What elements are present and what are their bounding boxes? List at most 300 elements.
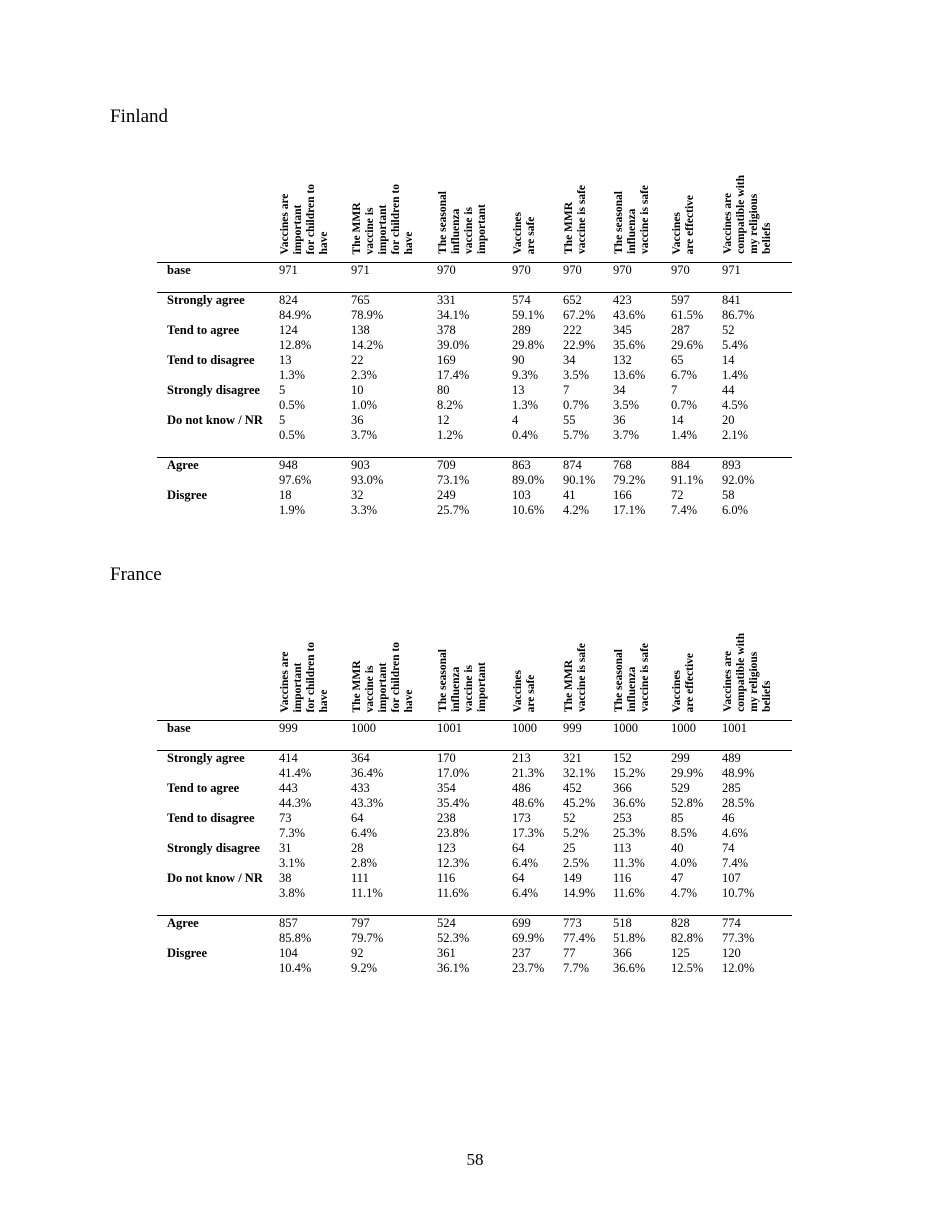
column-header	[722, 148, 792, 263]
table-cell: 138	[351, 323, 370, 337]
table-cell: 3.1%	[279, 856, 306, 870]
table-cell: 69.9%	[512, 931, 545, 945]
table-cell: 6.4%	[512, 886, 539, 900]
table-cell: 14.2%	[351, 338, 384, 352]
table-cell: 124	[279, 323, 298, 337]
column-header-label: The MMR vaccine is important for children to have	[351, 183, 415, 254]
row-label-agree: Agree	[157, 458, 279, 474]
column-header	[722, 606, 792, 721]
table-cell: 11.6%	[437, 886, 469, 900]
table-cell: 25	[563, 841, 576, 855]
table-cell: 364	[351, 751, 437, 767]
table-cell: 79.7%	[351, 931, 384, 945]
table-cell: 12.3%	[437, 856, 470, 870]
column-header	[512, 606, 563, 721]
table-cell: 86.7%	[722, 308, 755, 322]
column-header-label: Vaccines are effective	[671, 194, 696, 254]
row-label-empty	[157, 826, 279, 841]
table-row	[157, 841, 792, 856]
table-cell: 116	[437, 871, 456, 885]
table-cell: 5.4%	[722, 338, 749, 352]
table-cell: 29.8%	[512, 338, 545, 352]
table-cell: 3.5%	[613, 398, 640, 412]
table-row	[157, 263, 792, 279]
table-row	[157, 916, 792, 932]
table-cell: 524	[437, 916, 512, 932]
row-label-strongly-disagree: Strongly disagree	[167, 383, 260, 397]
table-cell: 14	[722, 353, 735, 367]
table-cell: 7.3%	[279, 826, 306, 840]
table-cell: 120	[722, 946, 741, 960]
column-header	[351, 148, 437, 263]
country-title-france: France	[110, 564, 162, 585]
table-cell: 4.0%	[671, 856, 698, 870]
table-cell: 4.7%	[671, 886, 698, 900]
table-cell: 25.3%	[613, 826, 646, 840]
table-cell: 59.1%	[512, 308, 545, 322]
table-cell: 44.3%	[279, 796, 312, 810]
table-cell: 7.4%	[722, 856, 749, 870]
column-header	[512, 148, 563, 263]
table-cell: 7	[671, 383, 678, 397]
table-cell: 874	[563, 458, 613, 474]
table-cell: 768	[613, 458, 671, 474]
country-title-finland: Finland	[110, 106, 169, 127]
table-cell: 948	[279, 458, 351, 474]
table-cell: 48.6%	[512, 796, 545, 810]
survey-table-france	[157, 606, 792, 976]
table-cell: 238	[437, 811, 456, 825]
table-cell: 36.1%	[437, 961, 470, 975]
table-row	[157, 428, 792, 443]
table-cell: 452	[563, 781, 582, 795]
column-header-label: The seasonal influenza vaccine is safe	[613, 643, 651, 712]
table-cell: 35.4%	[437, 796, 470, 810]
table-row	[157, 368, 792, 383]
row-label-base: base	[157, 263, 279, 279]
table-cell: 13	[512, 383, 525, 397]
table-row	[157, 398, 792, 413]
table-cell: 10.6%	[512, 503, 545, 517]
table-cell: 1001	[722, 721, 792, 737]
table-cell: 1.3%	[512, 398, 539, 412]
row-label-base: base	[157, 721, 279, 737]
table-cell: 1000	[613, 721, 671, 737]
table-row	[157, 488, 792, 503]
table-row	[157, 886, 792, 901]
table-cell: 0.7%	[563, 398, 590, 412]
table-cell: 0.7%	[671, 398, 698, 412]
table-cell: 6.0%	[722, 503, 749, 517]
table-cell: 331	[437, 293, 512, 309]
table-row	[157, 293, 792, 309]
column-header-label: Vaccines are safe	[512, 211, 537, 254]
table-cell: 366	[613, 781, 632, 795]
column-header	[279, 606, 351, 721]
table-cell: 971	[279, 263, 351, 279]
table-cell: 709	[437, 458, 512, 474]
table-cell: 23.8%	[437, 826, 470, 840]
table-cell: 21.3%	[512, 766, 545, 780]
column-header-label: The seasonal influenza vaccine is safe	[613, 185, 651, 254]
table-cell: 999	[279, 721, 351, 737]
table-cell: 11.3%	[613, 856, 645, 870]
table-cell: 25.7%	[437, 503, 470, 517]
table-row	[157, 931, 792, 946]
table-cell: 970	[671, 263, 722, 279]
table-cell: 4.2%	[563, 503, 590, 517]
table-cell: 13	[279, 353, 292, 367]
table-cell: 73.1%	[437, 473, 470, 487]
table-cell: 443	[279, 781, 298, 795]
table-cell: 1001	[437, 721, 512, 737]
column-header	[437, 606, 512, 721]
table-cell: 0.5%	[279, 398, 306, 412]
table-cell: 170	[437, 751, 512, 767]
table-cell: 1.4%	[722, 368, 749, 382]
table-cell: 72	[671, 488, 684, 502]
column-header	[671, 148, 722, 263]
table-cell: 10.7%	[722, 886, 755, 900]
table-cell: 863	[512, 458, 563, 474]
table-cell: 824	[279, 293, 351, 309]
column-header-label: Vaccines are important for children to have	[279, 183, 330, 254]
row-label-empty	[157, 931, 279, 946]
column-header-label: The MMR vaccine is important for children to have	[351, 641, 415, 712]
row-label-disagree: Disgree	[167, 488, 208, 502]
table-cell: 574	[512, 293, 563, 309]
table-row	[157, 473, 792, 488]
row-label-empty	[157, 338, 279, 353]
column-header-label: Vaccines are effective	[671, 652, 696, 712]
table-cell: 489	[722, 751, 792, 767]
table-cell: 38	[279, 871, 292, 885]
table-cell: 7.7%	[563, 961, 590, 975]
table-row	[157, 413, 792, 428]
table-cell: 52.8%	[671, 796, 704, 810]
table-cell: 5.7%	[563, 428, 590, 442]
table-cell: 3.5%	[563, 368, 590, 382]
table-cell: 529	[671, 781, 690, 795]
column-header	[563, 148, 613, 263]
table-cell: 90	[512, 353, 525, 367]
table-cell: 17.0%	[437, 766, 470, 780]
table-cell: 36.6%	[613, 961, 646, 975]
table-cell: 4.5%	[722, 398, 749, 412]
table-cell: 89.0%	[512, 473, 545, 487]
table-cell: 893	[722, 458, 792, 474]
row-label-empty	[157, 796, 279, 811]
table-cell: 91.1%	[671, 473, 704, 487]
table-cell: 12.5%	[671, 961, 704, 975]
table-row	[157, 323, 792, 338]
table-cell: 4	[512, 413, 519, 427]
table-cell: 1000	[351, 721, 437, 737]
table-row	[157, 338, 792, 353]
row-label-strongly-agree: Strongly agree	[157, 751, 279, 767]
table-cell: 34.1%	[437, 308, 470, 322]
column-header-label: Vaccines are compatible with my religious beliefs	[722, 633, 773, 712]
table-row	[157, 856, 792, 871]
table-cell: 797	[351, 916, 437, 932]
table-cell: 28.5%	[722, 796, 755, 810]
table-cell: 1.0%	[351, 398, 378, 412]
column-header-label: Vaccines are compatible with my religious beliefs	[722, 175, 773, 254]
table-cell: 93.0%	[351, 473, 384, 487]
header-blank	[157, 148, 279, 263]
table-cell: 3.8%	[279, 886, 306, 900]
column-header-label: Vaccines are important for children to have	[279, 641, 330, 712]
table-cell: 132	[613, 353, 632, 367]
table-row	[157, 796, 792, 811]
column-header	[613, 148, 671, 263]
table-cell: 47	[671, 871, 684, 885]
table-cell: 32	[351, 488, 364, 502]
table-cell: 103	[512, 488, 531, 502]
table-cell: 253	[613, 811, 632, 825]
table-cell: 354	[437, 781, 456, 795]
table-cell: 378	[437, 323, 456, 337]
table-cell: 61.5%	[671, 308, 704, 322]
table-cell: 345	[613, 323, 632, 337]
table-cell: 15.2%	[613, 766, 646, 780]
column-header	[563, 606, 613, 721]
table-cell: 36.4%	[351, 766, 384, 780]
survey-table-finland	[157, 148, 792, 518]
table-row	[157, 383, 792, 398]
row-label-empty	[157, 428, 279, 443]
table-row	[157, 826, 792, 841]
table-row	[157, 766, 792, 781]
table-cell: 34	[563, 353, 576, 367]
table-cell: 1.2%	[437, 428, 464, 442]
table-cell: 14.9%	[563, 886, 596, 900]
table-row	[157, 871, 792, 886]
table-row	[157, 503, 792, 518]
table-cell: 77.4%	[563, 931, 596, 945]
table-row	[157, 961, 792, 976]
table-cell: 169	[437, 353, 456, 367]
table-cell: 82.8%	[671, 931, 704, 945]
table-cell: 773	[563, 916, 613, 932]
table-cell: 36.6%	[613, 796, 646, 810]
table-cell: 67.2%	[563, 308, 596, 322]
table-cell: 11.6%	[613, 886, 645, 900]
table-cell: 46	[722, 811, 735, 825]
table-cell: 152	[613, 751, 671, 767]
table-cell: 1000	[512, 721, 563, 737]
row-label-empty	[157, 398, 279, 413]
table-cell: 31	[279, 841, 292, 855]
table-cell: 12	[437, 413, 450, 427]
table-cell: 64	[512, 841, 525, 855]
table-cell: 77.3%	[722, 931, 755, 945]
table-cell: 699	[512, 916, 563, 932]
table-cell: 29.9%	[671, 766, 704, 780]
table-cell: 1.3%	[279, 368, 306, 382]
table-cell: 55	[563, 413, 576, 427]
table-cell: 173	[512, 811, 531, 825]
table-cell: 107	[722, 871, 741, 885]
table-cell: 2.8%	[351, 856, 378, 870]
row-label-empty	[157, 473, 279, 488]
table-cell: 6.4%	[351, 826, 378, 840]
column-header	[279, 148, 351, 263]
table-cell: 2.1%	[722, 428, 749, 442]
row-label-empty	[157, 886, 279, 901]
row-label-agree: Agree	[157, 916, 279, 932]
column-header-label: Vaccines are safe	[512, 669, 537, 712]
table-cell: 74	[722, 841, 735, 855]
table-cell: 90.1%	[563, 473, 596, 487]
table-cell: 6.4%	[512, 856, 539, 870]
header-blank	[157, 606, 279, 721]
row-label-disagree: Disgree	[167, 946, 208, 960]
table-cell: 237	[512, 946, 531, 960]
table-row	[157, 353, 792, 368]
table-cell: 52.3%	[437, 931, 470, 945]
table-cell: 17.1%	[613, 503, 646, 517]
table-cell: 6.7%	[671, 368, 698, 382]
table-cell: 14	[671, 413, 684, 427]
table-cell: 48.9%	[722, 766, 755, 780]
table-cell: 7.4%	[671, 503, 698, 517]
table-cell: 0.5%	[279, 428, 306, 442]
column-header-label: The MMR vaccine is safe	[563, 185, 588, 254]
table-cell: 2.3%	[351, 368, 378, 382]
column-header	[437, 148, 512, 263]
table-cell: 166	[613, 488, 632, 502]
table-cell: 41	[563, 488, 576, 502]
table-cell: 43.3%	[351, 796, 384, 810]
table-cell: 23.7%	[512, 961, 545, 975]
table-cell: 10.4%	[279, 961, 312, 975]
table-cell: 40	[671, 841, 684, 855]
table-cell: 423	[613, 293, 671, 309]
table-cell: 44	[722, 383, 735, 397]
row-label-empty	[157, 503, 279, 518]
table-cell: 32.1%	[563, 766, 596, 780]
table-row	[157, 946, 792, 961]
table-cell: 971	[351, 263, 437, 279]
column-header-label: The seasonal influenza vaccine is important	[437, 649, 488, 712]
table-row	[157, 308, 792, 323]
table-cell: 17.3%	[512, 826, 545, 840]
table-cell: 765	[351, 293, 437, 309]
table-row	[157, 751, 792, 767]
table-cell: 970	[613, 263, 671, 279]
table-cell: 64	[351, 811, 364, 825]
row-label-strongly-agree: Strongly agree	[157, 293, 279, 309]
table-row	[157, 458, 792, 474]
table-cell: 289	[512, 323, 531, 337]
row-spacer	[157, 278, 792, 293]
table-cell: 80	[437, 383, 450, 397]
row-label-empty	[157, 308, 279, 323]
table-cell: 92	[351, 946, 364, 960]
table-cell: 999	[563, 721, 613, 737]
column-header	[351, 606, 437, 721]
table-cell: 79.2%	[613, 473, 646, 487]
table-row	[157, 721, 792, 737]
table-cell: 28	[351, 841, 364, 855]
table-cell: 299	[671, 751, 722, 767]
table-cell: 1000	[671, 721, 722, 737]
table-cell: 970	[563, 263, 613, 279]
table-cell: 64	[512, 871, 525, 885]
table-cell: 222	[563, 323, 582, 337]
table-cell: 36	[351, 413, 364, 427]
table-cell: 52	[563, 811, 576, 825]
table-cell: 828	[671, 916, 722, 932]
column-header-label: The seasonal influenza vaccine is important	[437, 191, 488, 254]
table-cell: 361	[437, 946, 456, 960]
row-spacer	[157, 736, 792, 751]
table-cell: 213	[512, 751, 563, 767]
table-cell: 841	[722, 293, 792, 309]
row-label-dont-know: Do not know / NR	[167, 871, 263, 885]
row-label-empty	[157, 368, 279, 383]
table-cell: 65	[671, 353, 684, 367]
table-cell: 971	[722, 263, 792, 279]
table-cell: 10	[351, 383, 364, 397]
table-cell: 0.4%	[512, 428, 539, 442]
row-spacer	[157, 443, 792, 458]
table-cell: 45.2%	[563, 796, 596, 810]
table-cell: 5	[279, 383, 286, 397]
table-cell: 77	[563, 946, 576, 960]
row-label-tend-agree: Tend to agree	[167, 781, 240, 795]
table-cell: 78.9%	[351, 308, 384, 322]
row-label-empty	[157, 961, 279, 976]
table-cell: 857	[279, 916, 351, 932]
table-cell: 113	[613, 841, 632, 855]
table-cell: 8.5%	[671, 826, 698, 840]
table-cell: 43.6%	[613, 308, 646, 322]
table-cell: 17.4%	[437, 368, 470, 382]
table-cell: 970	[512, 263, 563, 279]
table-cell: 12.0%	[722, 961, 755, 975]
table-cell: 20	[722, 413, 735, 427]
table-cell: 84.9%	[279, 308, 312, 322]
table-cell: 597	[671, 293, 722, 309]
row-label-tend-disagree: Tend to disagree	[167, 353, 255, 367]
column-header	[613, 606, 671, 721]
row-label-strongly-disagree: Strongly disagree	[167, 841, 260, 855]
table-cell: 518	[613, 916, 671, 932]
table-cell: 486	[512, 781, 531, 795]
table-cell: 41.4%	[279, 766, 312, 780]
table-row	[157, 781, 792, 796]
table-cell: 3.7%	[351, 428, 378, 442]
table-cell: 8.2%	[437, 398, 464, 412]
table-cell: 123	[437, 841, 456, 855]
table-cell: 249	[437, 488, 456, 502]
table-cell: 22	[351, 353, 364, 367]
table-cell: 2.5%	[563, 856, 590, 870]
table-cell: 3.7%	[613, 428, 640, 442]
row-label-dont-know: Do not know / NR	[167, 413, 263, 427]
table-cell: 11.1%	[351, 886, 383, 900]
table-cell: 287	[671, 323, 690, 337]
table-cell: 9.3%	[512, 368, 539, 382]
row-label-tend-disagree: Tend to disagree	[167, 811, 255, 825]
table-cell: 366	[613, 946, 632, 960]
table-cell: 39.0%	[437, 338, 470, 352]
table-row	[157, 811, 792, 826]
table-cell: 58	[722, 488, 735, 502]
table-cell: 51.8%	[613, 931, 646, 945]
